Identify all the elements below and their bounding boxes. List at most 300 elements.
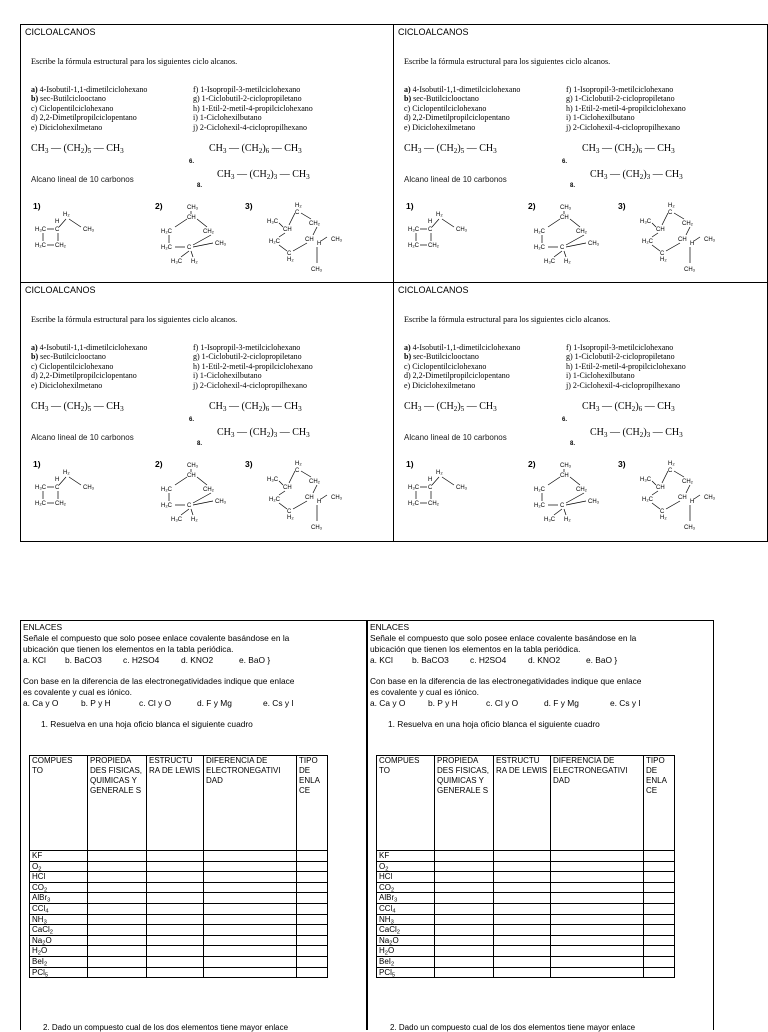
svg-text:H₂C: H₂C bbox=[269, 239, 280, 245]
svg-text:CH: CH bbox=[678, 495, 687, 501]
structure-1-drawing bbox=[33, 463, 123, 513]
option: e. BaO } bbox=[586, 655, 618, 665]
empty-cell bbox=[494, 903, 551, 914]
empty-cell bbox=[435, 935, 494, 946]
empty-cell bbox=[494, 851, 551, 862]
empty-cell bbox=[147, 851, 204, 862]
svg-text:H₂C: H₂C bbox=[534, 245, 545, 251]
cicloalcanos-panel-br bbox=[394, 283, 767, 541]
table-row bbox=[30, 872, 328, 883]
cicloalcanos-grid bbox=[20, 24, 768, 542]
svg-text:CH₃: CH₃ bbox=[311, 525, 323, 531]
svg-text:CH: CH bbox=[305, 237, 314, 243]
empty-cell bbox=[494, 861, 551, 872]
cicloalcanos-panel-tr bbox=[394, 25, 767, 283]
svg-text:H₃C: H₃C bbox=[267, 219, 279, 225]
panel-title: CICLOALCANOS bbox=[398, 285, 469, 295]
structure-number-2: 2) bbox=[155, 459, 163, 469]
svg-text:H₂: H₂ bbox=[295, 203, 302, 209]
option: e. Cs y I bbox=[263, 698, 294, 708]
table-row bbox=[377, 851, 675, 862]
table-header: COMPUES TO bbox=[30, 756, 88, 851]
compound-item: d) 2,2-Dimetilpropilciclopentano bbox=[31, 113, 137, 123]
svg-text:H: H bbox=[690, 241, 695, 247]
structure-number-3: 3) bbox=[245, 201, 253, 211]
svg-text:H₂: H₂ bbox=[668, 461, 675, 467]
option: e. Cs y I bbox=[610, 698, 641, 708]
svg-text:H₂C: H₂C bbox=[161, 487, 172, 493]
empty-cell bbox=[551, 946, 644, 957]
empty-cell bbox=[297, 882, 328, 893]
svg-text:CH₂: CH₂ bbox=[55, 243, 66, 249]
structure-1-drawing bbox=[406, 205, 496, 255]
empty-cell bbox=[297, 935, 328, 946]
empty-cell bbox=[551, 861, 644, 872]
table-row bbox=[377, 861, 675, 872]
svg-text:CH₂: CH₂ bbox=[428, 243, 439, 249]
empty-cell bbox=[88, 893, 147, 904]
question-1-line-1: Señale el compuesto que solo posee enlace covalente basándose en la bbox=[370, 633, 637, 643]
option: d. KNO2 bbox=[528, 655, 561, 665]
compound-item: j) 2-Ciclohexil-4-ciclopropilhexano bbox=[193, 380, 307, 390]
option: c. H2SO4 bbox=[470, 655, 507, 665]
formula-octane: $CH_3$ — $(CH_2)_6$ — $CH_3$ bbox=[209, 401, 302, 413]
empty-cell bbox=[147, 872, 204, 883]
empty-cell bbox=[297, 872, 328, 883]
compound-item: a) 4-Isobutil-1,1-dimetilciclohexano bbox=[31, 85, 148, 94]
empty-cell bbox=[297, 914, 328, 925]
enlaces-panel-left bbox=[20, 620, 367, 1030]
compound-cell: CaCl$_2$ bbox=[377, 925, 435, 936]
item-number-6: 6. bbox=[189, 417, 195, 423]
table-header: COMPUES TO bbox=[377, 756, 435, 851]
empty-cell bbox=[88, 956, 147, 967]
svg-text:H₃C: H₃C bbox=[35, 227, 47, 233]
structure-1-drawing bbox=[406, 463, 496, 513]
panel-title: CICLOALCANOS bbox=[25, 27, 96, 37]
linear-alkane-label: Alcano lineal de 10 carbonos bbox=[404, 175, 507, 184]
svg-text:C: C bbox=[560, 245, 565, 251]
compound-cell: CCl$_4$ bbox=[377, 903, 435, 914]
empty-cell bbox=[147, 882, 204, 893]
compound-cell: $H_2O$ bbox=[377, 946, 435, 957]
empty-cell bbox=[494, 967, 551, 978]
option: a. Ca y O bbox=[23, 698, 59, 708]
table-header: ESTRUCTU RA DE LEWIS bbox=[147, 756, 204, 851]
svg-text:CH₃: CH₃ bbox=[215, 499, 227, 505]
structure-2-drawing bbox=[157, 203, 247, 273]
empty-cell bbox=[644, 946, 675, 957]
svg-text:H₃C: H₃C bbox=[267, 477, 279, 483]
compound-item: h) 1-Etil-2-metil-4-propilciclohexano bbox=[566, 361, 686, 371]
empty-cell bbox=[147, 946, 204, 957]
enlaces-panel-right bbox=[367, 620, 714, 1030]
structure-number-3: 3) bbox=[618, 201, 626, 211]
table-row bbox=[30, 925, 328, 936]
compound-cell: AlBr$_3$ bbox=[30, 893, 88, 904]
table-row bbox=[377, 914, 675, 925]
svg-text:CH₂: CH₂ bbox=[682, 479, 693, 485]
item-number-8: 8. bbox=[570, 183, 576, 189]
svg-text:CH₂: CH₂ bbox=[576, 229, 587, 235]
empty-cell bbox=[297, 861, 328, 872]
empty-cell bbox=[297, 851, 328, 862]
svg-text:H₂: H₂ bbox=[660, 515, 667, 521]
svg-text:H₃C: H₃C bbox=[408, 227, 420, 233]
compound-item: c) Ciclopentilciclohexano bbox=[404, 103, 487, 113]
compound-cell: KF bbox=[30, 851, 88, 862]
compound-item: c) Ciclopentilciclohexano bbox=[31, 361, 114, 371]
formula-heptane: $CH_3$ — $(CH_2)_5$ — $CH_3$ bbox=[404, 143, 497, 155]
svg-text:CH₃: CH₃ bbox=[560, 463, 572, 469]
empty-cell bbox=[204, 967, 297, 978]
svg-text:H₂: H₂ bbox=[287, 257, 294, 263]
compound-cell: $CO_2$ bbox=[377, 882, 435, 893]
compound-cell: $O_2$ bbox=[30, 861, 88, 872]
svg-text:H: H bbox=[428, 477, 433, 483]
empty-cell bbox=[435, 967, 494, 978]
structure-number-1: 1) bbox=[33, 201, 41, 211]
empty-cell bbox=[644, 872, 675, 883]
formula-octane: $CH_3$ — $(CH_2)_6$ — $CH_3$ bbox=[209, 143, 302, 155]
table-header: PROPIEDA DES FISICAS, QUIMICAS Y GENERALE S bbox=[88, 756, 147, 851]
svg-text:H₂: H₂ bbox=[191, 259, 198, 265]
table-row bbox=[377, 903, 675, 914]
structure-label: H₂ bbox=[436, 212, 443, 218]
question-2-line-2: es covalente y cual es iónico. bbox=[370, 687, 479, 697]
empty-cell bbox=[551, 935, 644, 946]
compound-cell: HCl bbox=[30, 872, 88, 883]
empty-cell bbox=[88, 882, 147, 893]
compound-cell: PCl$_5$ bbox=[377, 967, 435, 978]
enlaces-title: ENLACES bbox=[370, 622, 410, 632]
empty-cell bbox=[88, 935, 147, 946]
svg-text:H₃C: H₃C bbox=[35, 485, 47, 491]
empty-cell bbox=[644, 914, 675, 925]
linear-alkane-label: Alcano lineal de 10 carbonos bbox=[31, 175, 134, 184]
question-1-options bbox=[23, 655, 366, 666]
svg-text:C: C bbox=[660, 509, 665, 515]
empty-cell bbox=[435, 946, 494, 957]
table-row bbox=[30, 851, 328, 862]
linear-alkane-label: Alcano lineal de 10 carbonos bbox=[31, 433, 134, 442]
compound-item: h) 1-Etil-2-metil-4-propilciclohexano bbox=[566, 103, 686, 113]
empty-cell bbox=[204, 893, 297, 904]
compound-item: b) sec-Butilciclooctano bbox=[31, 94, 106, 104]
empty-cell bbox=[551, 967, 644, 978]
compound-item: g) 1-Ciclobutil-2-ciclopropiletano bbox=[193, 352, 302, 362]
question-2-line-1: Con base en la diferencia de las electronegatividades indique que enlace bbox=[370, 676, 642, 686]
empty-cell bbox=[435, 893, 494, 904]
svg-text:CH: CH bbox=[656, 485, 665, 491]
empty-cell bbox=[435, 956, 494, 967]
empty-cell bbox=[644, 851, 675, 862]
formula-heptane: $CH_3$ — $(CH_2)_5$ — $CH_3$ bbox=[404, 401, 497, 413]
empty-cell bbox=[147, 935, 204, 946]
structure-number-1: 1) bbox=[406, 459, 414, 469]
svg-text:H₂: H₂ bbox=[295, 461, 302, 467]
svg-text:C: C bbox=[187, 503, 192, 509]
structure-number-1: 1) bbox=[406, 201, 414, 211]
compound-item: i) 1-Ciclohexilbutano bbox=[566, 371, 635, 381]
svg-text:CH₂: CH₂ bbox=[428, 501, 439, 507]
compound-item: e) Diciclohexilmetano bbox=[31, 380, 103, 390]
svg-text:H₂: H₂ bbox=[564, 517, 571, 523]
compound-item: a) 4-Isobutil-1,1-dimetilciclohexano bbox=[404, 343, 521, 352]
svg-text:C: C bbox=[668, 210, 673, 216]
empty-cell bbox=[494, 956, 551, 967]
compound-list-left bbox=[31, 85, 147, 132]
structure-2-drawing bbox=[157, 461, 247, 531]
structure-number-1: 1) bbox=[33, 459, 41, 469]
table-header: TIPO DE ENLA CE bbox=[297, 756, 328, 851]
compound-cell: KF bbox=[377, 851, 435, 862]
compound-item: d) 2,2-Dimetilpropilciclopentano bbox=[404, 371, 510, 381]
structure-1-drawing bbox=[33, 205, 123, 255]
compound-cell: CaCl$_2$ bbox=[30, 925, 88, 936]
empty-cell bbox=[644, 935, 675, 946]
table-row bbox=[30, 914, 328, 925]
empty-cell bbox=[551, 956, 644, 967]
compound-list-right bbox=[193, 85, 313, 132]
structure-3-drawing bbox=[265, 201, 365, 281]
table-header: PROPIEDA DES FISICAS, QUIMICAS Y GENERALE S bbox=[435, 756, 494, 851]
item-number-8: 8. bbox=[197, 183, 203, 189]
svg-text:H₂C: H₂C bbox=[35, 501, 46, 507]
empty-cell bbox=[204, 914, 297, 925]
compound-item: i) 1-Ciclohexilbutano bbox=[193, 371, 262, 381]
panel-title: CICLOALCANOS bbox=[25, 285, 96, 295]
svg-text:CH₃: CH₃ bbox=[588, 241, 600, 247]
item-number-6: 6. bbox=[562, 417, 568, 423]
structure-2-drawing bbox=[530, 461, 620, 531]
empty-cell bbox=[88, 872, 147, 883]
compound-item: e) Diciclohexilmetano bbox=[404, 122, 476, 132]
empty-cell bbox=[494, 946, 551, 957]
svg-text:H: H bbox=[55, 477, 60, 483]
compound-cell: BeI$_2$ bbox=[30, 956, 88, 967]
compound-item: f) 1-Isopropil-3-metilciclohexano bbox=[193, 343, 301, 352]
panel-title: CICLOALCANOS bbox=[398, 27, 469, 37]
structure-label: H₂ bbox=[436, 470, 443, 476]
compound-item: a) 4-Isobutil-1,1-dimetilciclohexano bbox=[31, 343, 148, 352]
table-row bbox=[377, 935, 675, 946]
question-1-line-2: ubicación que tienen los elementos en la tabla periódica. bbox=[370, 644, 581, 654]
svg-text:H₂C: H₂C bbox=[534, 229, 545, 235]
svg-text:CH₂: CH₂ bbox=[203, 487, 214, 493]
svg-text:C: C bbox=[55, 485, 60, 491]
svg-text:H₂C: H₂C bbox=[161, 503, 172, 509]
compound-cell: HCl bbox=[377, 872, 435, 883]
empty-cell bbox=[435, 851, 494, 862]
table-row bbox=[377, 872, 675, 883]
option: a. Ca y O bbox=[370, 698, 406, 708]
empty-cell bbox=[204, 861, 297, 872]
svg-text:H₂C: H₂C bbox=[161, 229, 172, 235]
option: b. BaCO3 bbox=[412, 655, 449, 665]
next-item-partial: 2. Dado un compuesto cual de los dos elementos tiene mayor enlace bbox=[43, 1023, 289, 1032]
svg-text:CH₃: CH₃ bbox=[187, 463, 199, 469]
option: a. KCl bbox=[370, 655, 393, 665]
structure-3-drawing bbox=[638, 459, 738, 539]
item-number-8: 8. bbox=[197, 441, 203, 447]
table-row bbox=[30, 946, 328, 957]
svg-text:CH₂: CH₂ bbox=[576, 487, 587, 493]
empty-cell bbox=[644, 893, 675, 904]
empty-cell bbox=[494, 872, 551, 883]
structure-label: H₂ bbox=[63, 470, 70, 476]
svg-text:CH₃: CH₃ bbox=[684, 525, 696, 531]
compound-cell: $CO_2$ bbox=[30, 882, 88, 893]
compound-item: b) sec-Butilciclooctano bbox=[404, 352, 479, 362]
option: e. BaO } bbox=[239, 655, 271, 665]
compound-cell: CCl$_4$ bbox=[30, 903, 88, 914]
compound-cell: AlBr$_3$ bbox=[377, 893, 435, 904]
task-instruction: 1. Resuelva en una hoja oficio blanca el siguiente cuadro bbox=[41, 719, 253, 729]
panel-instruction: Escribe la fórmula estructural para los siguientes ciclo alcanos. bbox=[404, 57, 611, 66]
structure-3-drawing bbox=[265, 459, 365, 539]
svg-text:H₂: H₂ bbox=[287, 515, 294, 521]
svg-text:H: H bbox=[428, 219, 433, 225]
empty-cell bbox=[297, 956, 328, 967]
empty-cell bbox=[297, 946, 328, 957]
question-2-line-1: Con base en la diferencia de las electronegatividades indique que enlace bbox=[23, 676, 295, 686]
svg-text:H₂: H₂ bbox=[191, 517, 198, 523]
empty-cell bbox=[88, 946, 147, 957]
empty-cell bbox=[435, 882, 494, 893]
svg-text:CH: CH bbox=[678, 237, 687, 243]
table-row bbox=[30, 882, 328, 893]
table-row bbox=[30, 903, 328, 914]
panel-instruction: Escribe la fórmula estructural para los siguientes ciclo alcanos. bbox=[404, 315, 611, 324]
compound-item: c) Ciclopentilciclohexano bbox=[31, 103, 114, 113]
empty-cell bbox=[204, 956, 297, 967]
svg-text:CH₃: CH₃ bbox=[560, 205, 572, 211]
compound-cell: $Na_2O$ bbox=[377, 935, 435, 946]
compound-item: h) 1-Etil-2-metil-4-propilciclohexano bbox=[193, 361, 313, 371]
option: c. Cl y O bbox=[139, 698, 172, 708]
svg-text:H₂C: H₂C bbox=[534, 487, 545, 493]
formula-octane: $CH_3$ — $(CH_2)_6$ — $CH_3$ bbox=[582, 401, 675, 413]
empty-cell bbox=[494, 925, 551, 936]
formula-heptane: $CH_3$ — $(CH_2)_5$ — $CH_3$ bbox=[31, 401, 124, 413]
table-header: DIFERENCIA DE ELECTRONEGATIVI DAD bbox=[204, 756, 297, 851]
empty-cell bbox=[204, 946, 297, 957]
svg-text:CH₂: CH₂ bbox=[55, 501, 66, 507]
option: d. KNO2 bbox=[181, 655, 214, 665]
empty-cell bbox=[147, 925, 204, 936]
linear-alkane-label: Alcano lineal de 10 carbonos bbox=[404, 433, 507, 442]
empty-cell bbox=[435, 861, 494, 872]
compound-item: j) 2-Ciclohexil-4-ciclopropilhexano bbox=[566, 380, 680, 390]
svg-text:H₂C: H₂C bbox=[408, 243, 419, 249]
question-1-line-1: Señale el compuesto que solo posee enlace covalente basándose en la bbox=[23, 633, 290, 643]
svg-text:CH: CH bbox=[560, 215, 569, 221]
table-row bbox=[377, 893, 675, 904]
empty-cell bbox=[435, 872, 494, 883]
svg-text:H₃C: H₃C bbox=[544, 259, 556, 265]
compound-item: c) Ciclopentilciclohexano bbox=[404, 361, 487, 371]
empty-cell bbox=[551, 925, 644, 936]
svg-text:CH₃: CH₃ bbox=[331, 237, 343, 243]
compound-item: e) Diciclohexilmetano bbox=[31, 122, 103, 132]
compound-cell: $NH_3$ bbox=[30, 914, 88, 925]
empty-cell bbox=[204, 872, 297, 883]
structure-number-2: 2) bbox=[528, 201, 536, 211]
empty-cell bbox=[551, 872, 644, 883]
structure-number-2: 2) bbox=[155, 201, 163, 211]
enlaces-title: ENLACES bbox=[23, 622, 63, 632]
svg-text:C: C bbox=[428, 485, 433, 491]
table-row bbox=[377, 946, 675, 957]
empty-cell bbox=[551, 882, 644, 893]
question-2-line-2: es covalente y cual es iónico. bbox=[23, 687, 132, 697]
item-number-6: 6. bbox=[562, 159, 568, 165]
compound-cell: $H_2O$ bbox=[30, 946, 88, 957]
svg-text:C: C bbox=[295, 468, 300, 474]
empty-cell bbox=[204, 851, 297, 862]
svg-text:CH: CH bbox=[187, 473, 196, 479]
compound-item: h) 1-Etil-2-metil-4-propilciclohexano bbox=[193, 103, 313, 113]
svg-text:CH₃: CH₃ bbox=[187, 205, 199, 211]
task-instruction: 1. Resuelva en una hoja oficio blanca el siguiente cuadro bbox=[388, 719, 600, 729]
empty-cell bbox=[147, 914, 204, 925]
svg-text:CH₃: CH₃ bbox=[456, 485, 468, 491]
empty-cell bbox=[644, 861, 675, 872]
compound-item: a) 4-Isobutil-1,1-dimetilciclohexano bbox=[404, 85, 521, 94]
svg-text:C: C bbox=[668, 468, 673, 474]
item-number-6: 6. bbox=[189, 159, 195, 165]
svg-text:H₃C: H₃C bbox=[640, 219, 652, 225]
compound-cell: BeI$_2$ bbox=[377, 956, 435, 967]
empty-cell bbox=[204, 882, 297, 893]
svg-text:H: H bbox=[690, 499, 695, 505]
empty-cell bbox=[435, 925, 494, 936]
svg-text:H₃C: H₃C bbox=[544, 517, 556, 523]
cicloalcanos-panel-tl bbox=[21, 25, 394, 283]
table-row bbox=[30, 893, 328, 904]
svg-text:H₃C: H₃C bbox=[640, 477, 652, 483]
empty-cell bbox=[88, 861, 147, 872]
option: b. P y H bbox=[428, 698, 458, 708]
empty-cell bbox=[551, 893, 644, 904]
empty-cell bbox=[147, 903, 204, 914]
empty-cell bbox=[88, 925, 147, 936]
empty-cell bbox=[204, 903, 297, 914]
table-row bbox=[30, 935, 328, 946]
svg-text:CH₃: CH₃ bbox=[215, 241, 227, 247]
bond-table bbox=[29, 755, 328, 978]
svg-text:H: H bbox=[317, 241, 322, 247]
compound-item: i) 1-Ciclohexilbutano bbox=[193, 113, 262, 123]
svg-text:CH₂: CH₂ bbox=[309, 479, 320, 485]
question-2-options bbox=[23, 698, 366, 709]
table-row bbox=[30, 861, 328, 872]
compound-item: b) sec-Butilciclooctano bbox=[31, 352, 106, 362]
empty-cell bbox=[88, 903, 147, 914]
empty-cell bbox=[644, 903, 675, 914]
compound-cell: PCl$_5$ bbox=[30, 967, 88, 978]
compound-item: g) 1-Ciclobutil-2-ciclopropiletano bbox=[566, 94, 675, 104]
table-header: ESTRUCTU RA DE LEWIS bbox=[494, 756, 551, 851]
compound-item: f) 1-Isopropil-3-metilciclohexano bbox=[193, 85, 301, 94]
empty-cell bbox=[644, 882, 675, 893]
svg-text:H₃C: H₃C bbox=[171, 517, 183, 523]
table-row bbox=[377, 956, 675, 967]
svg-text:H₂C: H₂C bbox=[534, 503, 545, 509]
svg-text:CH: CH bbox=[283, 485, 292, 491]
empty-cell bbox=[297, 967, 328, 978]
